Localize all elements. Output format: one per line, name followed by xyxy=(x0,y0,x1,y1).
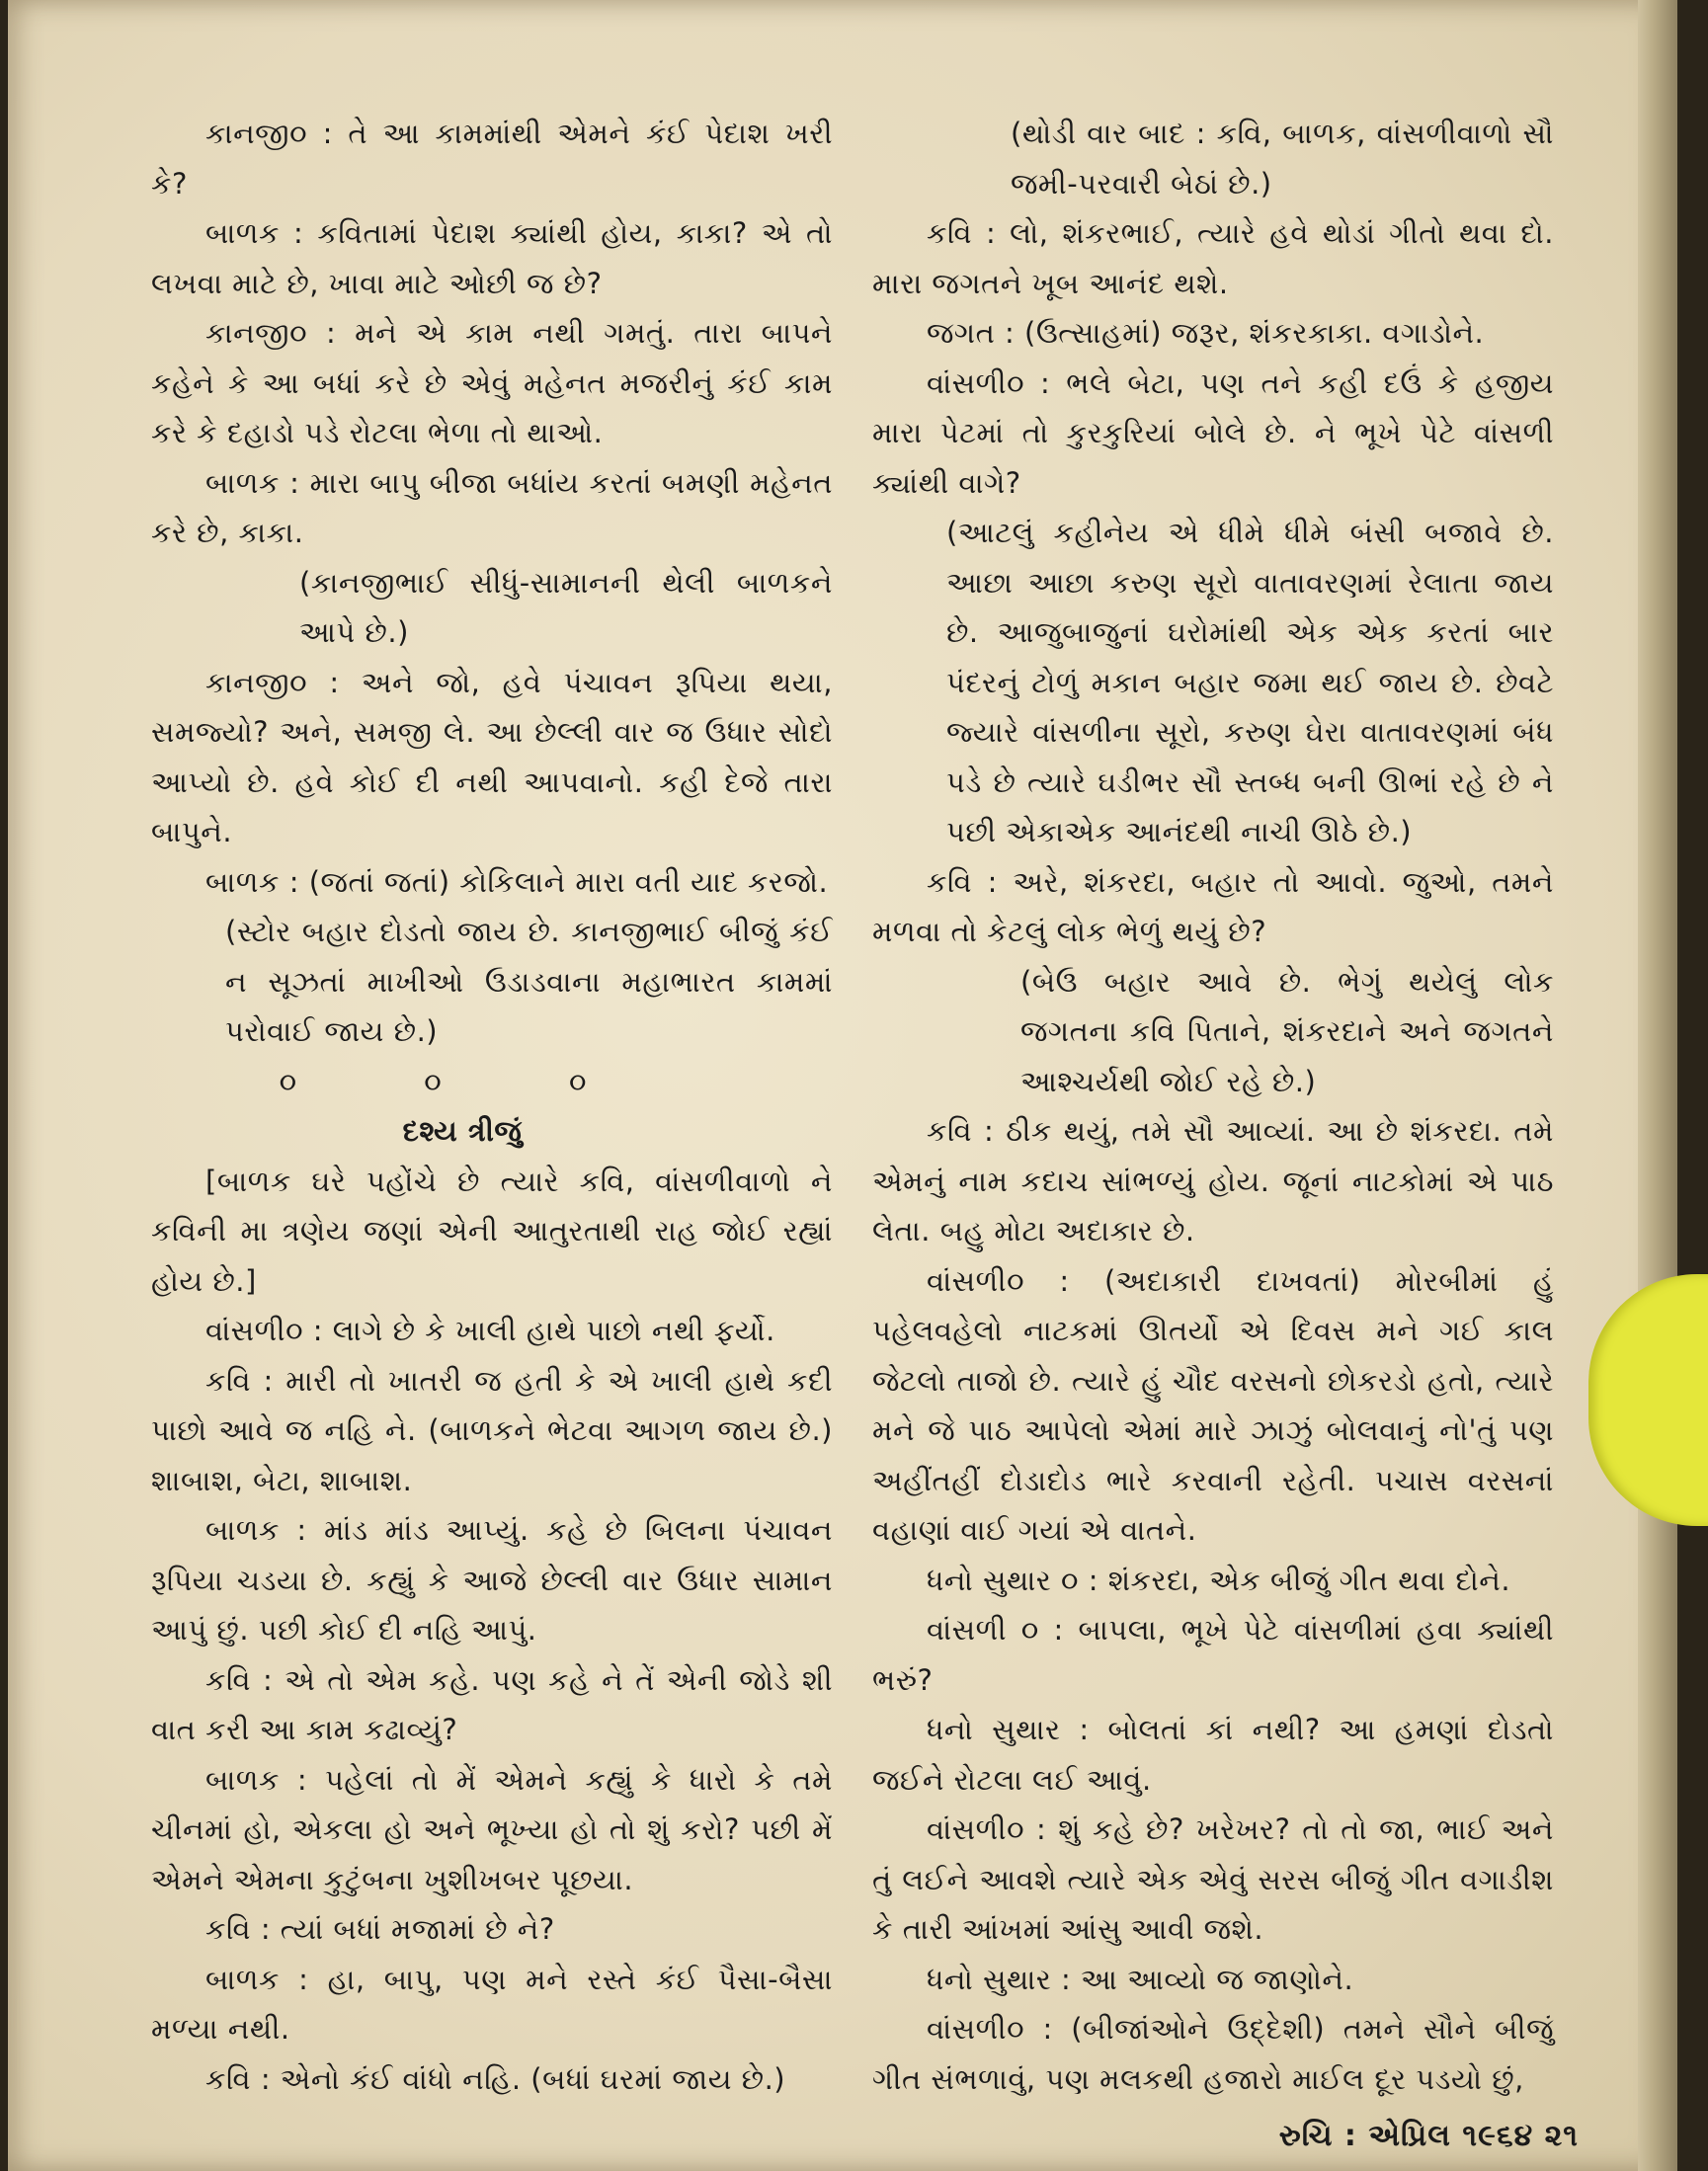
page-edge xyxy=(1638,0,1677,2171)
dialogue-paragraph: જગત : (ઉત્સાહમાં) જરૂર, શંકરકાકા. વગાડોને. xyxy=(927,316,1485,350)
dialogue-paragraph: કવિ : લો, શંકરભાઈ, ત્યારે હવે થોડાં ગીતો થવા દો. મારા જગતને ખૂબ આનંદ થશે. xyxy=(872,216,1554,300)
dialogue-paragraph: ધનો સુથાર ૦ : શંકરદા, એક બીજું ગીત થવા દોને. xyxy=(927,1563,1511,1597)
dialogue-paragraph: કાનજી૦ : મને એ કામ નથી ગમતું. તારા બાપને કહેને કે આ બધાં કરે છે એવું મહેનત મજરીનું કંઈ કામ કરે કે દહાડો પડે રોટલા ભેળા તો થાઓ. xyxy=(151,316,833,449)
dialogue-paragraph: બાળક : હા, બાપુ, પણ મને રસ્તે કંઈ પૈસા-બૈસા મળ્યા નથી. xyxy=(151,1962,833,2046)
dialogue-paragraph: કવિ : એનો કંઈ વાંધો નહિ. (બધાં ઘરમાં જાય છે.) xyxy=(205,2061,786,2096)
dialogue-paragraph: કવિ : અરે, શંકરદા, બહાર તો આવો. જુઓ, તમને મળવા તો કેટલું લોક ભેળું થયું છે? xyxy=(872,864,1554,948)
dialogue-paragraph: વાંસળી૦ : (અદાકારી દાખવતાં) મોરબીમાં હું પહેલવહેલો નાટકમાં ઊતર્યો એ દિવસ મને ગઈ કાલ જેટલો તાજો છે. ત્યારે હું ચૌદ વરસનો છોકરડો હતો, ત્યારે મને જે પાઠ આપેલો એમાં મારે ઝાઝું બોલવાનું નો'તું પણ અહીંતહીં દોડાદોડ ભારે કરવાની રહેતી. પચાસ વરસનાં વહાણાં વાઈ ગયાં એ વાતને. xyxy=(872,1263,1554,1547)
dialogue-paragraph: કવિ : એ તો એમ કહે. પણ કહે ને તેં એની જોડે શી વાત કરી આ કામ કઢાવ્યું? xyxy=(151,1662,833,1746)
dialogue-paragraph: વાંસળી૦ : શું કહે છે? ખરેખર? તો તો જા, ભાઈ અને તું લઈને આવશે ત્યારે એક એવું સરસ બીજું ગીત વગાડીશ કે તારી આંખમાં આંસુ આવી જશે. xyxy=(872,1812,1554,1946)
dialogue-paragraph: બાળક : પહેલાં તો મેં એમને કહ્યું કે ધારો કે તમે ચીનમાં હો, એકલા હો અને ભૂખ્યા હો તો શું કરો? પછી મેં એમને એમના કુટુંબના ખુશીખબર પૂછયા. xyxy=(151,1762,833,1896)
left-text-column xyxy=(151,109,833,2104)
dialogue-paragraph: ધનો સુથાર : બોલતાં કાં નથી? આ હમણાં દોડતો જઈને રોટલા લઈ આવું. xyxy=(872,1713,1554,1797)
dialogue-paragraph: કવિ : મારી તો ખાતરી જ હતી કે એ ખાલી હાથે કદી પાછો આવે જ નહિ ને. (બાળકને ભેટવા આગળ જાય છે.) શાબાશ, બેટા, શાબાશ. xyxy=(151,1363,833,1497)
dialogue-paragraph: ધનો સુથાર : આ આવ્યો જ જાણોને. xyxy=(927,1962,1354,1996)
dialogue-paragraph: [બાળક ઘરે પહોંચે છે ત્યારે કવિ, વાંસળીવાળો ને કવિની મા ત્રણેય જણાં એની આતુરતાથી રાહ જોઈ રહ્યાં હોય છે.] xyxy=(151,1164,833,1298)
stage-direction: (સ્ટોર બહાર દોડતો જાય છે. કાનજીભાઈ બીજું કંઈ ન સૂઝતાં માખીઓ ઉડાડવાના મહાભારત કામમાં પરોવાઈ જાય છે.) xyxy=(225,915,833,1048)
dialogue-paragraph: બાળક : કવિતામાં પેદાશ ક્યાંથી હોય, કાકા? એ તો લખવા માટે છે, ખાવા માટે ઓછી જ છે? xyxy=(151,216,833,300)
dialogue-paragraph: વાંસળી૦ : ભલે બેટા, પણ તને કહી દઉં કે હજીય મારા પેટમાં તો કુરકુરિયાં બોલે છે. ને ભૂખે પેટે વાંસળી ક્યાંથી વાગે? xyxy=(872,365,1554,500)
dialogue-paragraph: કાનજી૦ : અને જો, હવે પંચાવન રૂપિયા થયા, સમજ્યો? અને, સમજી લે. આ છેલ્લી વાર જ ઉધાર સોદો આપ્યો છે. હવે કોઈ દી નથી આપવાનો. કહી દેજે તારા બાપુને. xyxy=(151,665,833,848)
dialogue-paragraph: કવિ : ત્યાં બધાં મજામાં છે ને? xyxy=(205,1912,555,1946)
magazine-page xyxy=(8,0,1677,2171)
dialogue-paragraph: કાનજી૦ : તે આ કામમાંથી એમને કંઈ પેદાશ ખરી કે? xyxy=(151,117,833,201)
dialogue-paragraph: વાંસળી૦ : લાગે છે કે ખાલી હાથે પાછો નથી ફર્યો. xyxy=(205,1314,775,1347)
section-divider: ૦ ૦ ૦ xyxy=(279,1064,646,1098)
right-text-column xyxy=(872,109,1554,2104)
dialogue-paragraph: વાંસળી૦ : (બીજાંઓને ઉદ્દેશી) તમને સૌને બીજું ગીત સંભળાવું, પણ મલકથી હજારો માઈલ દૂર પડયો છું, xyxy=(872,2012,1554,2096)
dialogue-paragraph: કવિ : ઠીક થયું, તમે સૌ આવ્યાં. આ છે શંકરદા. તમે એમનું નામ કદાચ સાંભળ્યું હોય. જૂનાં નાટકોમાં એ પાઠ લેતા. બહુ મોટા અદાકાર છે. xyxy=(872,1114,1554,1247)
dialogue-paragraph: વાંસળી ૦ : બાપલા, ભૂખે પેટે વાંસળીમાં હવા ક્યાંથી ભરું? xyxy=(872,1613,1554,1697)
dialogue-paragraph: બાળક : (જતાં જતાં) કોકિલાને મારા વતી યાદ કરજો. xyxy=(205,864,829,899)
stage-direction: (બેઉ બહાર આવે છે. ભેગું થયેલું લોક જગતના કવિ પિતાને, શંકરદાને અને જગતને આશ્ચર્યથી જોઈ રહે છે.) xyxy=(1020,964,1554,1098)
yellow-bookmark-tab xyxy=(1588,1274,1708,1526)
dialogue-paragraph: બાળક : માંડ માંડ આપ્યું. કહે છે બિલના પંચાવન રૂપિયા ચડયા છે. કહ્યું કે આજે છેલ્લી વાર ઉધાર સામાન આપું છું. પછી કોઈ દી નહિ આપું. xyxy=(151,1513,833,1647)
stage-direction: (થોડી વાર બાદ : કવિ, બાળક, વાંસળીવાળો સૌ જમી-પરવારી બેઠાં છે.) xyxy=(1011,117,1554,201)
scene-heading: દશ્ય ત્રીજું xyxy=(402,1114,523,1148)
stage-direction: (કાનજીભાઈ સીધું-સામાનની થેલી બાળકને આપે છે.) xyxy=(299,565,833,649)
stage-direction: (આટલું કહીનેય એ ધીમે ધીમે બંસી બજાવે છે. આછા આછા કરુણ સૂરો વાતાવરણમાં રેલાતા જાય છે. આજુબાજુનાં ઘરોમાંથી એક એક કરતાં બાર પંદરનું ટોળું મકાન બહાર જમા થઈ જાય છે. છેવટે જ્યારે વાંસળીના સૂરો, કરુણ ઘેરા વાતાવરણમાં બંધ પડે છે ત્યારે ઘડીભર સૌ સ્તબ્ધ બની ઊભાં રહે છે ને પછી એકાએક આનંદથી નાચી ઊઠે છે.) xyxy=(946,516,1554,848)
page-footer: રુચિ : એપ્રિલ ૧૯૬૪ ૨૧ xyxy=(1278,2119,1579,2153)
dialogue-paragraph: બાળક : મારા બાપુ બીજા બધાંય કરતાં બમણી મહેનત કરે છે, કાકા. xyxy=(151,465,833,549)
